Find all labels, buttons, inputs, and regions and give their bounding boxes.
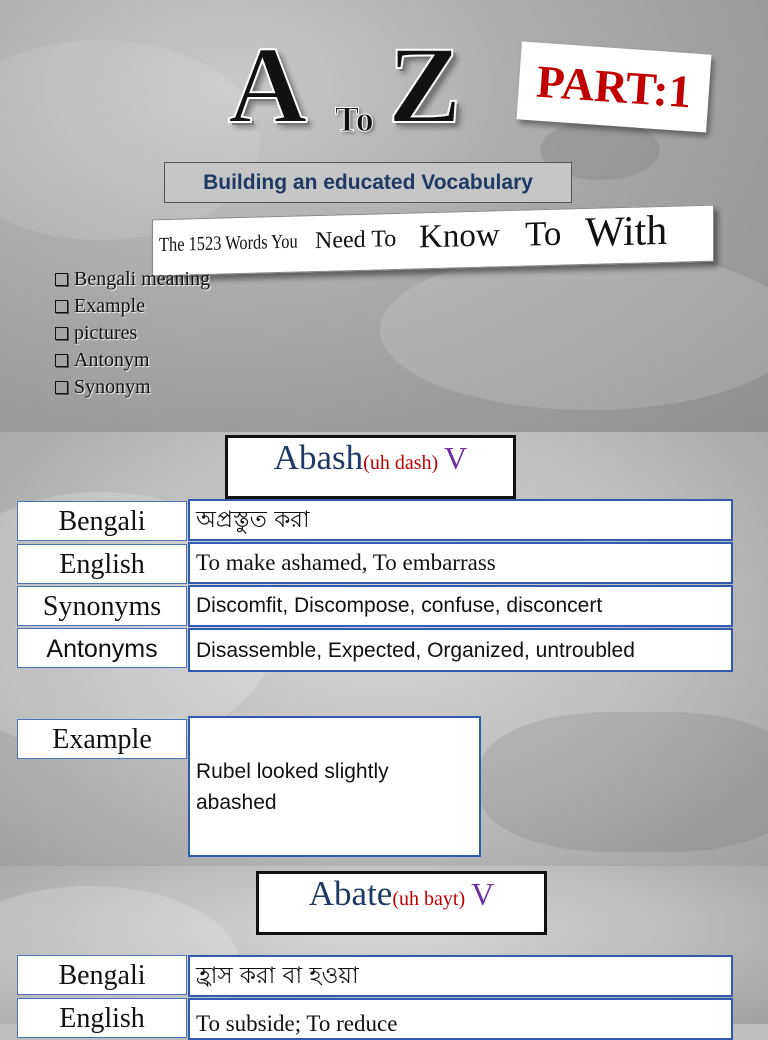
checkbox-icon bbox=[55, 300, 68, 313]
subtitle: Building an educated Vocabulary bbox=[164, 162, 572, 203]
list-item: pictures bbox=[55, 320, 210, 347]
checkbox-icon bbox=[55, 381, 68, 394]
banner-text-5: With bbox=[585, 207, 668, 257]
label-example: Example bbox=[17, 719, 187, 759]
value-antonyms: Disassemble, Expected, Organized, untroubled bbox=[188, 628, 733, 672]
word: Abate bbox=[308, 874, 393, 913]
word-heading bbox=[225, 435, 516, 499]
pronunciation: (uh dash) bbox=[363, 452, 439, 474]
example-line-1: Rubel looked slightly bbox=[196, 760, 389, 783]
title-letter-a: A bbox=[228, 24, 308, 146]
label-english: English bbox=[17, 544, 187, 584]
title-letter-z: Z bbox=[388, 24, 462, 146]
part-of-speech: V bbox=[444, 440, 468, 476]
list-item: Bengali meaning bbox=[55, 266, 210, 293]
pronunciation: (uh bayt) bbox=[392, 888, 466, 910]
list-item: Example bbox=[55, 293, 210, 320]
list-item: Antonym bbox=[55, 347, 210, 374]
label-bengali: Bengali bbox=[17, 955, 187, 995]
title-slide bbox=[0, 0, 768, 432]
checkbox-icon bbox=[55, 354, 68, 367]
word-heading bbox=[256, 871, 547, 935]
label-english: English bbox=[17, 998, 187, 1038]
checkbox-icon bbox=[55, 273, 68, 286]
feature-list bbox=[55, 266, 210, 401]
list-item: Synonym bbox=[55, 374, 210, 401]
label-bengali: Bengali bbox=[17, 501, 187, 541]
title-word-to: To bbox=[335, 99, 374, 139]
value-bengali: অপ্রস্তুত করা bbox=[188, 499, 733, 541]
example-box bbox=[188, 716, 481, 857]
example-line-2: abashed bbox=[196, 791, 277, 814]
part-label: PART:1 bbox=[517, 41, 712, 132]
label-synonyms: Synonyms bbox=[17, 586, 187, 626]
banner-text-3: Know bbox=[419, 217, 500, 256]
value-bengali: হ্রাস করা বা হওয়া bbox=[188, 955, 733, 997]
value-synonyms: Discomfit, Discompose, confuse, disconcert bbox=[188, 585, 733, 627]
banner-text-1: The 1523 Words You bbox=[159, 230, 298, 257]
part-of-speech: V bbox=[471, 876, 495, 912]
value-english: To make ashamed, To embarrass bbox=[188, 542, 733, 584]
banner-text-4: To bbox=[525, 213, 562, 254]
checkbox-icon bbox=[55, 327, 68, 340]
value-english: To subside; To reduce bbox=[188, 998, 733, 1040]
banner-text-2: Need To bbox=[315, 225, 397, 255]
label-antonyms: Antonyms bbox=[17, 628, 187, 668]
word: Abash bbox=[273, 438, 364, 477]
